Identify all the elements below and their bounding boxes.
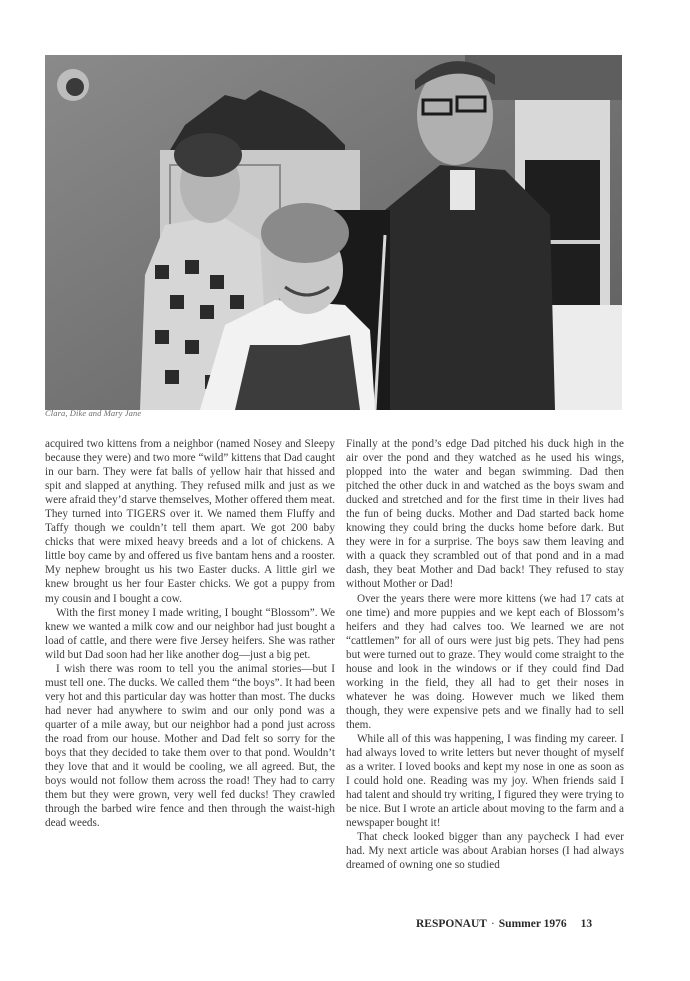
photo-caption: Clara, Dike and Mary Jane: [45, 408, 142, 418]
publication-name: RESPONAUT: [416, 918, 487, 930]
paragraph: acquired two kittens from a neighbor (named Nosey and Sleepy because they were) and two more “wild” kittens that Dad caught in our barn. They were fat balls of yellow hair that hissed and spit and slapped at anything. They refused milk and just as we were afraid they’d starve themselves, Mother offered them meat. They turned into TIGERS over it. We named them Fluffy and Taffy though we couldn’t tell them apart. We got 200 baby chicks that were mixed heavy breeds and a lot of chickens. A little boy came by and offered us five bantam hens and a rooster. My nephew brought us his two Easter ducks. A little girl we knew brought us her four Easter chicks. We got a puppy from my cousin and I bought a cow.: [45, 438, 335, 605]
footer-separator: ·: [490, 918, 495, 930]
article-column-left: [45, 437, 335, 830]
paragraph: While all of this was happening, I was finding my career. I had always loved to write letters but never thought of myself as a writer. I loved books and kept my nose in one as soon as I could hold one. Reading was my joy. When friends said I had talent and should try writing, I figured they were trying to be nice. But I wrote an article about moving to the farm and a newspaper bought it!: [346, 732, 624, 830]
issue-date: Summer 1976: [498, 918, 567, 930]
paragraph: Over the years there were more kittens (we had 17 cats at one time) and more puppies and we kept each of Blossom’s heifers and they had calves too. We learned we are not “cattlemen” for all of ours were just big pets. They had pens but were turned out to graze. They would come straight to the house and look in the windows or if they could find Dad working in the field, they all had to get their noses in whatever he was doing. However much we liked them though, they were expensive pets and we finally had to sell them.: [346, 592, 624, 731]
paragraph: I wish there was room to tell you the animal stories—but I must tell one. The ducks. We called them “the boys”. It had been very hot and this particular day was hotter than most. The ducks had never had anywhere to swim and our only pond was a quarter of a mile away, but our neighbor had a pond just across the road from our house. Mother and Dad felt so sorry for the boys that they decided to take them over to that pond. Wouldn’t they love that and it would be cooling, we all agreed. But, the boys would not follow them across the road! They had to carry them but they were grown, very well fed ducks! They crawled through the barbed wire fence and then through the waist-high dead weeds.: [45, 662, 335, 830]
article-column-right: [346, 437, 624, 872]
photograph-icon: [45, 55, 622, 410]
photograph: [45, 55, 622, 410]
paragraph: With the first money I made writing, I bought “Blossom”. We knew we wanted a milk cow and our neighbor had just bought a load of cattle, and there were five Jersey heifers. She was rather wild but Dad soon had her like another dog—just a big pet.: [45, 606, 335, 661]
page-number: 13: [580, 918, 593, 930]
paragraph: That check looked bigger than any paycheck I had ever had. My next article was about Arabian horses (I had always dreamed of owning one so studied: [346, 831, 624, 872]
page-footer: [416, 918, 592, 930]
paragraph: Finally at the pond’s edge Dad pitched his duck high in the air over the pond and they watched as he used his wings, plopped into the water and began swimming. Dad then pitched the other duck in and watched as the boys swam and ducked and stretched and for the first time in their lives had the fun of being ducks. Mother and Dad started back home knowing they could bring the ducks home before dark. But they were in for a surprise. The boys saw them leaving and with a quack they scrambled out of that pond and in a mad dash, they beat Mother and Dad back! They refused to stay without Mother or Dad!: [346, 438, 624, 591]
